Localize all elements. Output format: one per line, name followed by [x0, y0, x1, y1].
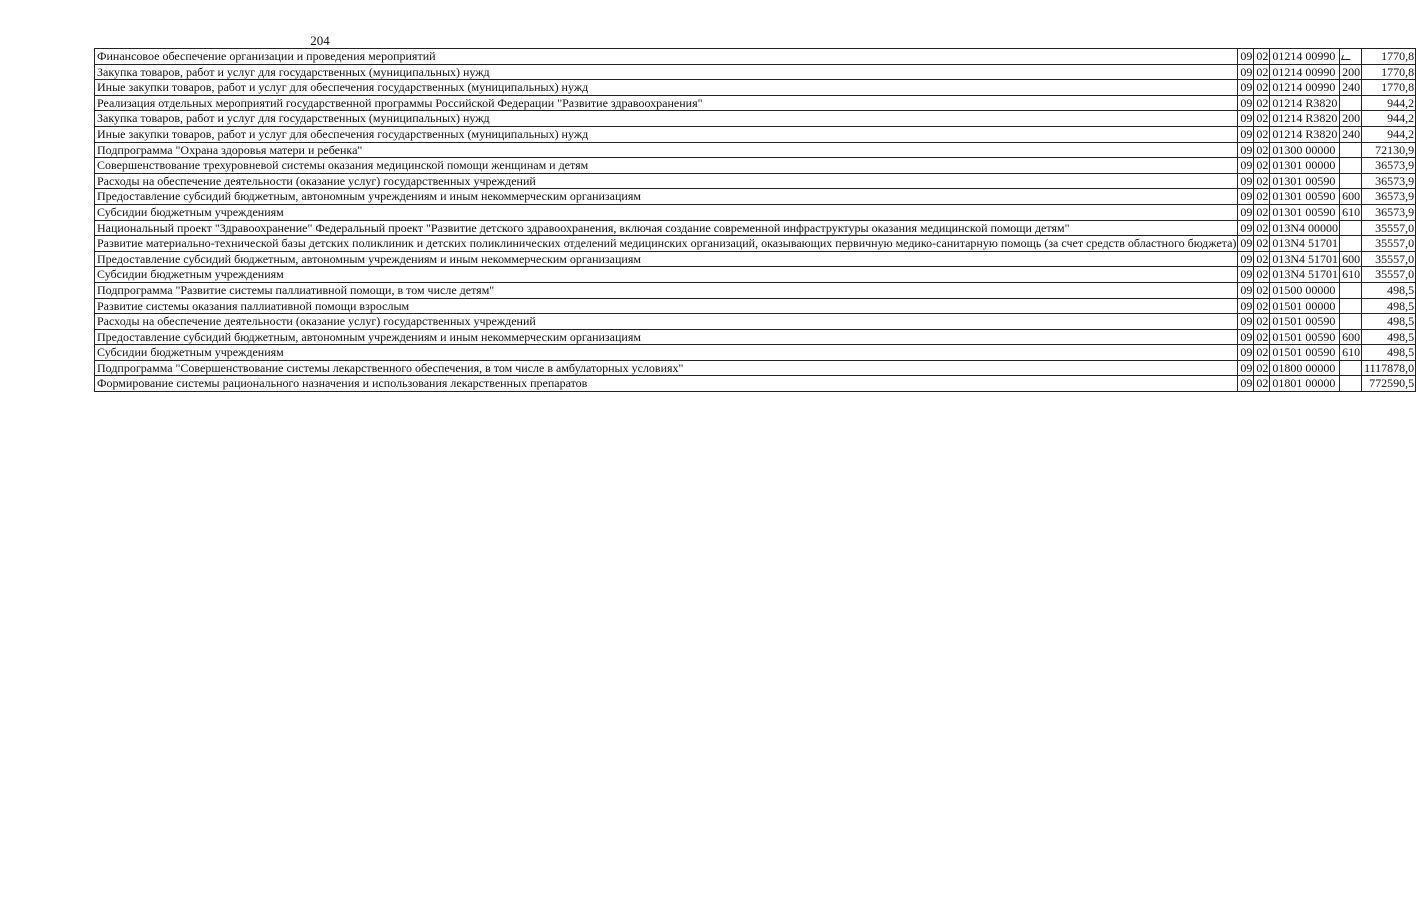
expense-type-code	[1340, 158, 1362, 174]
amount: 772590,5	[1362, 376, 1416, 392]
table-row	[95, 204, 1416, 220]
target-article-code: 01800 00000	[1270, 360, 1340, 376]
amount: 498,5	[1362, 298, 1416, 314]
table-row	[95, 95, 1416, 111]
section-code: 09	[1238, 298, 1254, 314]
item-name: Формирование системы рационального назначения и использования лекарственных препаратов	[95, 376, 1238, 392]
section-code: 09	[1238, 95, 1254, 111]
section-code: 09	[1238, 80, 1254, 96]
target-article-code: 01214 00990	[1270, 64, 1340, 80]
item-name: Субсидии бюджетным учреждениям	[95, 204, 1238, 220]
section-code: 09	[1238, 236, 1254, 252]
item-name: Предоставление субсидий бюджетным, автономным учреждениям и иным некоммерческим организациям	[95, 189, 1238, 205]
amount: 36573,9	[1362, 204, 1416, 220]
item-name: Субсидии бюджетным учреждениям	[95, 267, 1238, 283]
target-article-code: 01301 00000	[1270, 158, 1340, 174]
amount: 1770,8	[1362, 64, 1416, 80]
table-row	[95, 111, 1416, 127]
subsection-code: 02	[1254, 345, 1270, 361]
target-article-code: 013N4 51701	[1270, 251, 1340, 267]
item-name: Предоставление субсидий бюджетным, автономным учреждениям и иным некоммерческим организациям	[95, 251, 1238, 267]
item-name: Подпрограмма "Развитие системы паллиативной помощи, в том числе детям"	[95, 282, 1238, 298]
pen-tick-mark	[1341, 55, 1352, 60]
item-name: Совершенствование трехуровневой системы оказания медицинской помощи женщинам и детям	[95, 158, 1238, 174]
item-name: Закупка товаров, работ и услуг для государственных (муниципальных) нужд	[95, 64, 1238, 80]
expense-type-code	[1340, 142, 1362, 158]
section-code: 09	[1238, 142, 1254, 158]
target-article-code: 01501 00590	[1270, 329, 1340, 345]
table-row	[95, 282, 1416, 298]
expense-type-code	[1340, 95, 1362, 111]
subsection-code: 02	[1254, 95, 1270, 111]
section-code: 09	[1238, 158, 1254, 174]
subsection-code: 02	[1254, 126, 1270, 142]
amount: 35557,0	[1362, 251, 1416, 267]
table-row	[95, 64, 1416, 80]
amount: 498,5	[1362, 282, 1416, 298]
subsection-code: 02	[1254, 189, 1270, 205]
target-article-code: 01301 00590	[1270, 189, 1340, 205]
expense-type-code: 600	[1340, 329, 1362, 345]
item-name: Развитие системы оказания паллиативной помощи взрослым	[95, 298, 1238, 314]
expense-type-code: 240	[1340, 80, 1362, 96]
amount: 36573,9	[1362, 189, 1416, 205]
table-row	[95, 251, 1416, 267]
target-article-code: 01301 00590	[1270, 204, 1340, 220]
subsection-code: 02	[1254, 173, 1270, 189]
table-row	[95, 314, 1416, 330]
table-row	[95, 376, 1416, 392]
amount: 36573,9	[1362, 173, 1416, 189]
table-row	[95, 80, 1416, 96]
section-code: 09	[1238, 64, 1254, 80]
expense-type-code	[1340, 282, 1362, 298]
page-number: 204	[310, 33, 330, 48]
table-row	[95, 220, 1416, 236]
expense-type-code	[1340, 376, 1362, 392]
target-article-code: 01301 00590	[1270, 173, 1340, 189]
expense-type-code: 240	[1340, 126, 1362, 142]
target-article-code: 01501 00000	[1270, 298, 1340, 314]
expense-type-code	[1340, 298, 1362, 314]
amount: 35557,0	[1362, 236, 1416, 252]
target-article-code: 01801 00000	[1270, 376, 1340, 392]
amount: 36573,9	[1362, 158, 1416, 174]
amount: 35557,0	[1362, 220, 1416, 236]
table-row	[95, 126, 1416, 142]
expense-type-code	[1340, 173, 1362, 189]
amount: 944,2	[1362, 95, 1416, 111]
subsection-code: 02	[1254, 204, 1270, 220]
amount: 1117878,0	[1362, 360, 1416, 376]
section-code: 09	[1238, 173, 1254, 189]
table-row	[95, 49, 1416, 65]
section-code: 09	[1238, 360, 1254, 376]
table-row	[95, 173, 1416, 189]
subsection-code: 02	[1254, 158, 1270, 174]
expense-type-code	[1340, 220, 1362, 236]
section-code: 09	[1238, 251, 1254, 267]
subsection-code: 02	[1254, 111, 1270, 127]
section-code: 09	[1238, 329, 1254, 345]
item-name: Реализация отдельных мероприятий государственной программы Российской Федерации "Развитие здравоохранения"	[95, 95, 1238, 111]
section-code: 09	[1238, 314, 1254, 330]
section-code: 09	[1238, 345, 1254, 361]
expense-type-code	[1340, 314, 1362, 330]
item-name: Подпрограмма "Охрана здоровья матери и ребенка"	[95, 142, 1238, 158]
subsection-code: 02	[1254, 236, 1270, 252]
section-code: 09	[1238, 204, 1254, 220]
section-code: 09	[1238, 126, 1254, 142]
item-name: Предоставление субсидий бюджетным, автономным учреждениям и иным некоммерческим организациям	[95, 329, 1238, 345]
target-article-code: 01300 00000	[1270, 142, 1340, 158]
amount: 944,2	[1362, 126, 1416, 142]
item-name: Расходы на обеспечение деятельности (оказание услуг) государственных учреждений	[95, 173, 1238, 189]
item-name: Национальный проект "Здравоохранение" Федеральный проект "Развитие детского здравоохранения, включая создание современной инфраструктуры оказания медицинской помощи детям"	[95, 220, 1238, 236]
target-article-code: 01501 00590	[1270, 345, 1340, 361]
amount: 1770,8	[1362, 49, 1416, 65]
expense-type-code: 610	[1340, 267, 1362, 283]
table-row	[95, 360, 1416, 376]
expense-type-code: 200	[1340, 111, 1362, 127]
target-article-code: 01214 R3820	[1270, 95, 1340, 111]
section-code: 09	[1238, 376, 1254, 392]
subsection-code: 02	[1254, 142, 1270, 158]
target-article-code: 013N4 51701	[1270, 267, 1340, 283]
item-name: Подпрограмма "Совершенствование системы лекарственного обеспечения, в том числе в амбулаторных условиях"	[95, 360, 1238, 376]
table-row	[95, 189, 1416, 205]
item-name: Субсидии бюджетным учреждениям	[95, 345, 1238, 361]
amount: 498,5	[1362, 345, 1416, 361]
subsection-code: 02	[1254, 360, 1270, 376]
table-row	[95, 236, 1416, 252]
section-code: 09	[1238, 111, 1254, 127]
table-row	[95, 158, 1416, 174]
item-name: Расходы на обеспечение деятельности (оказание услуг) государственных учреждений	[95, 314, 1238, 330]
section-code: 09	[1238, 267, 1254, 283]
subsection-code: 02	[1254, 298, 1270, 314]
section-code: 09	[1238, 282, 1254, 298]
target-article-code: 013N4 51701	[1270, 236, 1340, 252]
section-code: 09	[1238, 189, 1254, 205]
subsection-code: 02	[1254, 282, 1270, 298]
amount: 944,2	[1362, 111, 1416, 127]
expense-type-code: 600	[1340, 251, 1362, 267]
amount: 498,5	[1362, 329, 1416, 345]
target-article-code: 01214 00990	[1270, 49, 1340, 65]
amount: 35557,0	[1362, 267, 1416, 283]
budget-table-body	[95, 49, 1416, 392]
target-article-code: 01214 00990	[1270, 80, 1340, 96]
expense-type-code: 610	[1340, 345, 1362, 361]
item-name: Иные закупки товаров, работ и услуг для обеспечения государственных (муниципальных) нужд	[95, 126, 1238, 142]
expense-type-code: 610	[1340, 204, 1362, 220]
subsection-code: 02	[1254, 49, 1270, 65]
subsection-code: 02	[1254, 376, 1270, 392]
target-article-code: 01214 R3820	[1270, 111, 1340, 127]
expense-type-code	[1340, 360, 1362, 376]
subsection-code: 02	[1254, 329, 1270, 345]
table-row	[95, 142, 1416, 158]
item-name: Закупка товаров, работ и услуг для государственных (муниципальных) нужд	[95, 111, 1238, 127]
subsection-code: 02	[1254, 251, 1270, 267]
expense-type-code: 200	[1340, 64, 1362, 80]
subsection-code: 02	[1254, 267, 1270, 283]
table-row	[95, 345, 1416, 361]
amount: 498,5	[1362, 314, 1416, 330]
amount: 1770,8	[1362, 80, 1416, 96]
table-row	[95, 267, 1416, 283]
subsection-code: 02	[1254, 64, 1270, 80]
subsection-code: 02	[1254, 220, 1270, 236]
section-code: 09	[1238, 49, 1254, 65]
target-article-code: 01500 00000	[1270, 282, 1340, 298]
section-code: 09	[1238, 220, 1254, 236]
expense-type-code	[1340, 49, 1362, 65]
subsection-code: 02	[1254, 80, 1270, 96]
target-article-code: 01501 00590	[1270, 314, 1340, 330]
table-row	[95, 298, 1416, 314]
target-article-code: 01214 R3820	[1270, 126, 1340, 142]
item-name: Развитие материально-технической базы детских поликлиник и детских поликлинических отделений медицинских организаций, оказывающих первичную медико-санитарную помощь (за счет средств областного бюджета)	[95, 236, 1238, 252]
item-name: Финансовое обеспечение организации и проведения мероприятий	[95, 49, 1238, 65]
expense-type-code: 600	[1340, 189, 1362, 205]
budget-table	[94, 48, 1416, 392]
table-row	[95, 329, 1416, 345]
target-article-code: 013N4 00000	[1270, 220, 1340, 236]
expense-type-code	[1340, 236, 1362, 252]
amount: 72130,9	[1362, 142, 1416, 158]
subsection-code: 02	[1254, 314, 1270, 330]
item-name: Иные закупки товаров, работ и услуг для обеспечения государственных (муниципальных) нужд	[95, 80, 1238, 96]
